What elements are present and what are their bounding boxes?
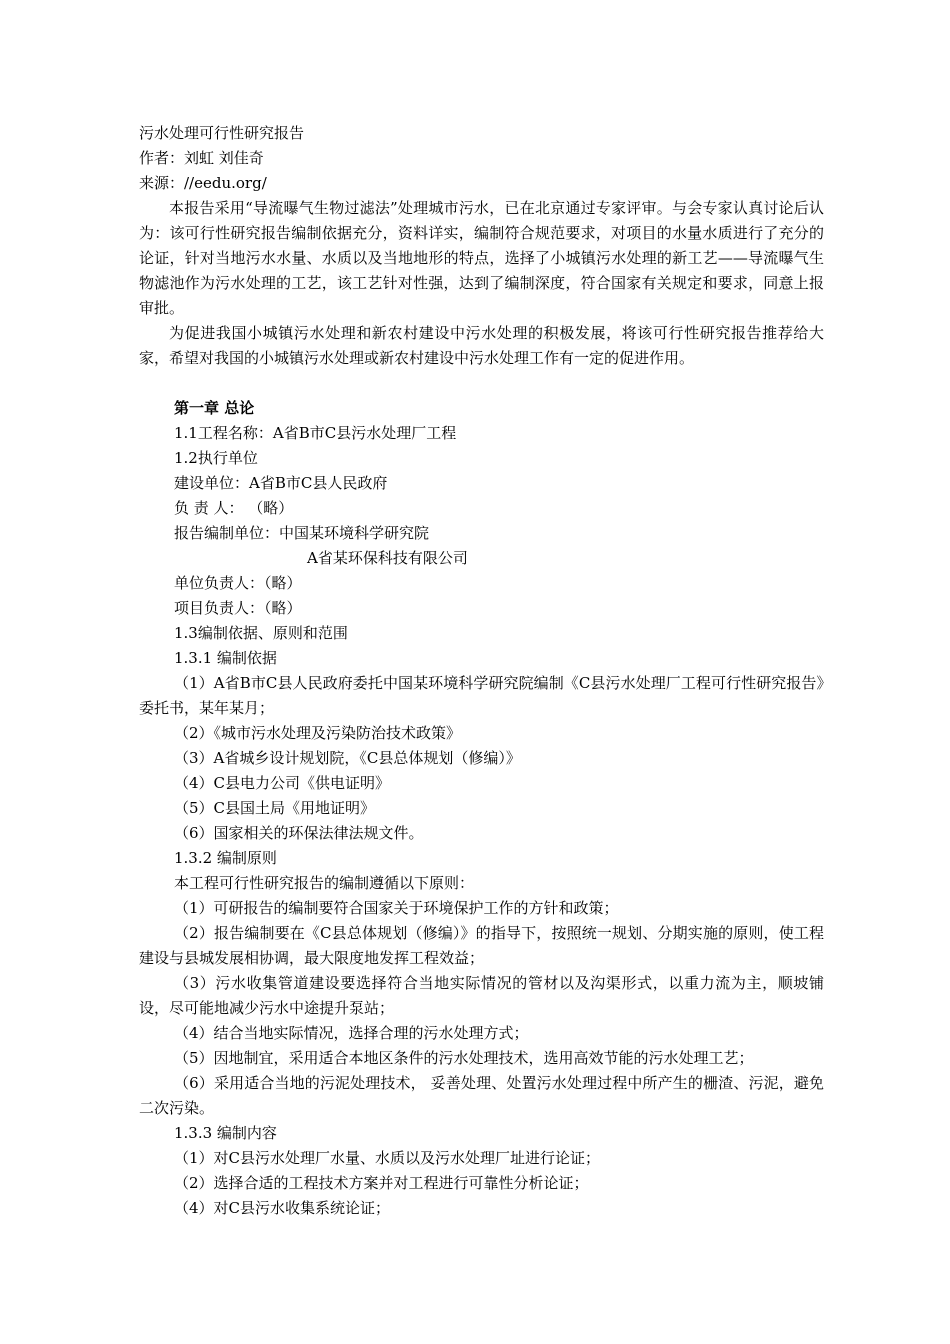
content-item-1: （1）对C县污水处理厂水量、水质以及污水处理厂址进行论证； [174, 1149, 601, 1167]
compiler-line: 报告编制单位：中国某环境科学研究院 [174, 524, 430, 542]
project-leader-line: 项目负责人：（略） [174, 599, 302, 617]
compiler-line-2: A省某环保科技有限公司 [307, 549, 468, 567]
principle-item-6: （6）采用适合当地的污泥处理技术， 妥善处理、处置污水处理过程中所产生的栅渣、污泥，避免二次污染。 [139, 1074, 824, 1117]
document-body [139, 121, 824, 1221]
builder-line: 建设单位：A省B市C县人民政府 [174, 474, 388, 492]
principle-item-2: （2）报告编制要在《C县总体规划（修编）》的指导下，按照统一规划、分期实施的原则，使工程建设与县城发展相协调，最大限度地发挥工程效益； [139, 924, 824, 967]
document-title: 污水处理可行性研究报告 [139, 124, 305, 142]
principle-item-3: （3）污水收集管道建设要选择符合当地实际情况的管材以及沟渠形式，以重力流为主，顺坡铺设，尽可能地减少污水中途提升泵站； [139, 974, 824, 1017]
blank-line [139, 371, 824, 396]
principles-intro: 本工程可行性研究报告的编制遵循以下原则： [174, 874, 475, 892]
principle-item-1: （1）可研报告的编制要符合国家关于环境保护工作的方针和政策； [174, 899, 619, 917]
unit-leader-line: 单位负责人：（略） [174, 574, 302, 592]
source-line: 来源：//eedu.org/ [139, 174, 267, 192]
section-1-3-3: 1.3.3 编制内容 [174, 1124, 277, 1142]
intro-paragraph-2: 为促进我国小城镇污水处理和新农村建设中污水处理的积极发展，将该可行性研究报告推荐给大家，希望对我国的小城镇污水处理或新农村建设中污水处理工作有一定的促进作用。 [139, 324, 824, 367]
content-item-3: （4）对C县污水收集系统论证； [174, 1199, 391, 1217]
section-1-3-1: 1.3.1 编制依据 [174, 649, 277, 667]
chapter-heading: 第一章 总论 [174, 399, 255, 417]
basis-item-5: （5）C县国土局《用地证明》 [174, 799, 376, 817]
section-1-1: 1.1工程名称：A省B市C县污水处理厂工程 [174, 424, 457, 442]
person-line: 负 责 人： （略） [174, 499, 294, 517]
basis-item-1: （1）A省B市C县人民政府委托中国某环境科学研究院编制《C县污水处理厂工程可行性研究报告》委托书，某年某月； [139, 674, 824, 717]
principle-item-5: （5）因地制宜，采用适合本地区条件的污水处理技术，选用高效节能的污水处理工艺； [174, 1049, 754, 1067]
section-1-2: 1.2执行单位 [174, 449, 258, 467]
basis-item-6: （6）国家相关的环保法律法规文件。 [174, 824, 424, 842]
content-item-2: （2）选择合适的工程技术方案并对工程进行可靠性分析论证； [174, 1174, 589, 1192]
section-1-3: 1.3编制依据、原则和范围 [174, 624, 348, 642]
section-1-3-2: 1.3.2 编制原则 [174, 849, 277, 867]
basis-item-3: （3）A省城乡设计规划院，《C县总体规划（修编）》 [174, 749, 521, 767]
author-line: 作者：刘虹 刘佳奇 [139, 149, 264, 167]
basis-item-2: （2）《城市污水处理及污染防治技术政策》 [174, 724, 462, 742]
basis-item-4: （4）C县电力公司《供电证明》 [174, 774, 391, 792]
principle-item-4: （4）结合当地实际情况，选择合理的污水处理方式； [174, 1024, 529, 1042]
intro-paragraph-1: 本报告采用“导流曝气生物过滤法”处理城市污水，已在北京通过专家评审。与会专家认真讨论后认为：该可行性研究报告编制依据充分，资料详实，编制符合规范要求，对项目的水量水质进行了充分的论证，针对当地污水水量、水质以及当地地形的特点，选择了小城镇污水处理的新工艺——导流曝气生物滤池作为污水处理的工艺，该工艺针对性强，达到了编制深度，符合国家有关规定和要求，同意上报审批。 [139, 199, 824, 317]
